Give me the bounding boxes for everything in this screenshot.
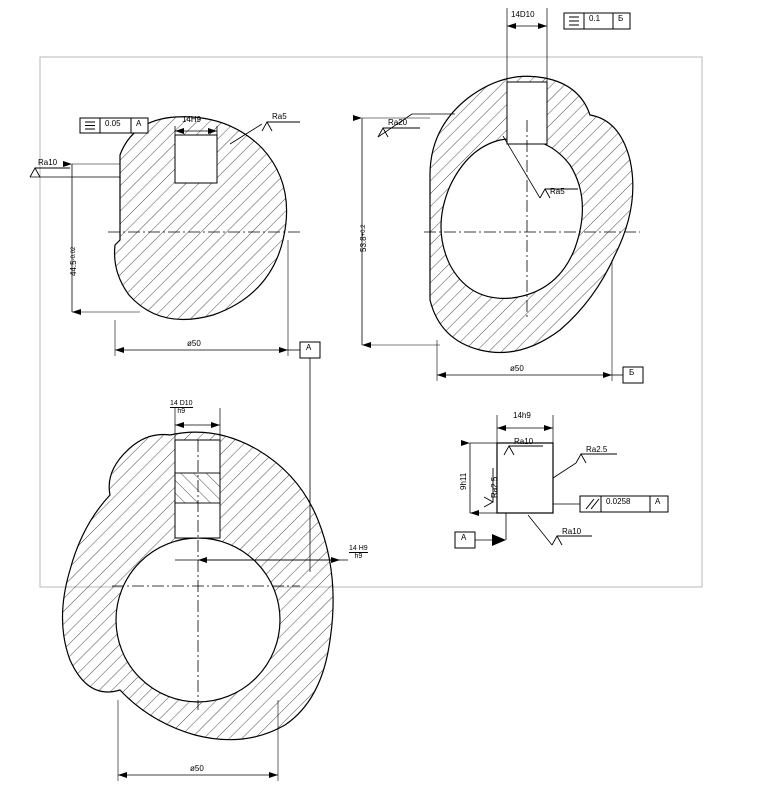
surface-ra10-top-br: Ra10 (514, 437, 534, 446)
surface-ra10-bottom-br: Ra10 (562, 527, 582, 536)
keyway-dim-tr: 14D10 (511, 10, 535, 19)
diameter-dim-tl: ø50 (187, 339, 201, 348)
datum-label-b-tr: Б (629, 368, 635, 377)
frame-flatness-tl-datum: A (136, 119, 142, 128)
view-bottom-left (50, 408, 350, 781)
surface-ra25-left-br: Ra2.5 (490, 476, 499, 498)
keyway-dim-bl-top: $\frac{14 D10}{h9}$ (170, 400, 193, 415)
surface-ra5-tl: Ra5 (272, 112, 287, 121)
frame-parallelism-value: 0.0258 (606, 497, 631, 506)
frame-flatness-tr-datum: Б (618, 14, 624, 23)
surface-ra25-right-br: Ra2.5 (586, 445, 608, 454)
keyway-dim-tl: 14H9 (182, 115, 202, 124)
diameter-dim-bl: ø50 (190, 764, 204, 773)
keyway-dim-bl-right: $\frac{14 H9}{h9}$ (349, 545, 368, 560)
width-dim-br: 14h9 (513, 411, 531, 420)
surface-ra5-tr: Ra5 (550, 187, 565, 196)
frame-parallelism-datum: A (655, 497, 661, 506)
datum-label-a-tl: A (306, 343, 312, 352)
vertical-dim-tl: 44.5-0.02 (69, 246, 78, 276)
view-top-right (359, 8, 660, 383)
vertical-dim-tr: 53.8+0.2 (359, 224, 368, 252)
height-dim-br: 9h11 (459, 472, 468, 490)
frame-flatness-tr-value: 0.1 (589, 14, 601, 23)
frame-flatness-tl-value: 0.05 (105, 119, 121, 128)
diameter-dim-tr: ø50 (510, 364, 524, 373)
datum-label-a-br: A (461, 533, 467, 542)
surface-ra20-tr: Ra20 (388, 118, 408, 127)
surface-ra10-tl: Ra10 (38, 158, 58, 167)
